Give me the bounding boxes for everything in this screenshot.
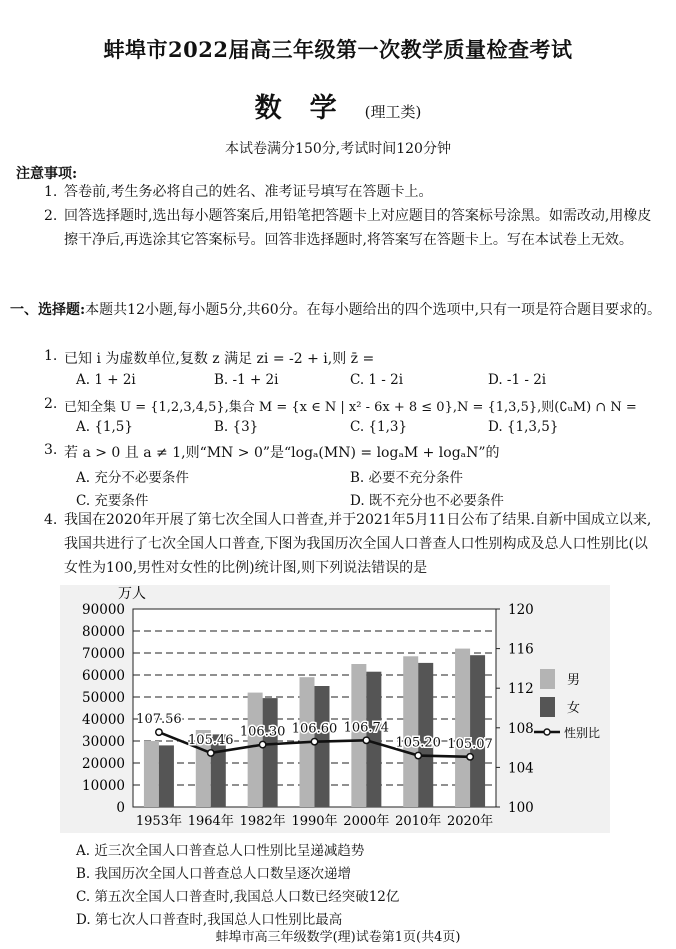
exam-info: 本试卷满分150分,考试时间120分钟 — [225, 141, 451, 157]
bar-male — [403, 656, 418, 807]
x-tick-label: 1953年 — [135, 814, 182, 829]
subject-heading — [0, 86, 676, 125]
y-tick-label: 20000 — [82, 756, 125, 772]
option-a: A. 1 + 2i — [76, 372, 136, 388]
y-tick-label: 50000 — [82, 690, 125, 706]
option-a: A. 充分不必要条件 — [76, 470, 189, 486]
y2-tick-label: 108 — [508, 720, 534, 737]
option-d: D. 既不充分也不必要条件 — [350, 493, 504, 509]
ratio-data-label: 106.30 — [239, 724, 286, 740]
y2-tick-label: 112 — [508, 681, 534, 698]
y2-tick-label: 104 — [508, 760, 534, 777]
ratio-data-label: 105.07 — [447, 736, 493, 752]
ratio-point — [363, 737, 369, 743]
option-b: B. 我国历次全国人口普查总人口数呈逐次递增 — [76, 866, 352, 882]
ratio-data-label: 107.56 — [136, 712, 182, 728]
x-tick-label: 1990年 — [291, 814, 338, 829]
y-tick-label: 40000 — [82, 712, 125, 728]
y-tick-label: 90000 — [82, 602, 125, 618]
ratio-data-label: 106.74 — [343, 720, 390, 736]
ratio-point — [259, 741, 265, 747]
subject-name: 数学 — [254, 93, 365, 124]
bar-male — [351, 664, 366, 807]
option-b: B. -1 + 2i — [214, 372, 279, 388]
ratio-point — [311, 738, 317, 744]
y2-tick-label: 120 — [508, 602, 534, 618]
question-stem: 已知全集 U = {1,2,3,4,5},集合 M = {x ∈ N | x² - 6x + 8 ≤ 0},N = {1,3,5},则(∁ᵤM) ∩ N = — [64, 400, 637, 415]
x-tick-label: 2020年 — [447, 814, 494, 829]
paper-title: 蚌埠市2022届高三年级第一次教学质量检查考试 — [103, 37, 573, 62]
bar-male — [248, 693, 263, 807]
option-a: A. {1,5} — [76, 419, 133, 435]
question-number: 4. — [44, 512, 58, 528]
section-intro — [10, 298, 664, 322]
x-tick-label: 2000年 — [343, 814, 390, 829]
option-d: D. -1 - 2i — [488, 372, 547, 388]
legend-label-ratio: 性别比 — [564, 726, 601, 740]
ratio-data-label: 106.60 — [291, 721, 338, 737]
option-c: C. 1 - 2i — [350, 372, 404, 388]
x-tick-label: 1982年 — [239, 814, 286, 829]
option-a: A. 近三次全国人口普查总人口性别比呈递减趋势 — [76, 843, 365, 859]
bar-female — [470, 655, 485, 807]
question-stem: 若 a > 0 且 a ≠ 1,则“MN > 0”是“logₐ(MN) = logₐM + logₐN”的 — [64, 445, 500, 461]
option-c: C. 充要条件 — [76, 493, 149, 509]
option-c: C. 第五次全国人口普查时,我国总人口数已经突破12亿 — [76, 889, 400, 905]
bar-male — [144, 741, 159, 807]
option-d: D. {1,3,5} — [488, 419, 559, 435]
question-number: 1. — [44, 348, 58, 364]
ratio-point — [156, 729, 162, 735]
y2-tick-label: 100 — [508, 800, 534, 816]
question-number: 3. — [44, 442, 58, 458]
bar-female — [263, 698, 278, 807]
notice-item-number: 1. — [44, 184, 58, 200]
ratio-data-label: 105.46 — [188, 732, 234, 748]
y-tick-label: 70000 — [82, 646, 125, 662]
page-footer: 蚌埠市高三年级数学(理)试卷第1页(共4页) — [215, 930, 461, 945]
y-tick-label: 0 — [116, 800, 125, 816]
x-tick-label: 2010年 — [395, 814, 442, 829]
bar-male — [455, 649, 470, 807]
legend-point-ratio — [544, 729, 550, 735]
y-tick-label: 30000 — [82, 734, 125, 750]
y-tick-label: 80000 — [82, 624, 125, 640]
legend-label-male: 男 — [567, 673, 581, 688]
option-d: D. 第七次人口普查时,我国总人口性别比最高 — [76, 912, 343, 928]
bar-female — [159, 745, 174, 807]
legend-swatch-male — [540, 669, 555, 689]
y2-tick-label: 116 — [508, 641, 534, 658]
legend-label-female: 女 — [567, 701, 581, 716]
ratio-point — [208, 750, 214, 756]
option-b: B. {3} — [214, 419, 259, 435]
notice-item-text: 答卷前,考生务必将自己的姓名、准考证号填写在答题卡上。 — [64, 184, 433, 200]
question-stem: 已知 i 为虚数单位,复数 z 满足 zi = -2 + i,则 z̄ = — [64, 351, 375, 367]
option-c: C. {1,3} — [350, 419, 408, 435]
legend-swatch-female — [540, 697, 555, 717]
notice-item-number: 2. — [44, 208, 58, 224]
option-b: B. 必要不充分条件 — [350, 470, 464, 486]
ratio-point — [467, 754, 473, 760]
bar-female — [315, 686, 330, 807]
ratio-point — [415, 752, 421, 758]
y-axis-label: 万人 — [118, 586, 146, 602]
population-chart — [60, 585, 610, 833]
section-instructions: 本题共12小题,每小题5分,共60分。在每小题给出的四个选项中,只有一项是符合题目要求的。 — [85, 302, 662, 318]
notice-heading: 注意事项: — [16, 166, 78, 182]
notice-item-text: 回答选择题时,选出每小题答案后,用铅笔把答题卡上对应题目的答案标号涂黑。如需改动,用橡皮擦干净后,再选涂其它答案标号。回答非选择题时,将答案写在答题卡上。写在本试卷上无效。 — [64, 208, 652, 248]
section-heading: 一、选择题: — [10, 302, 86, 318]
question-number: 2. — [44, 396, 58, 412]
y-tick-label: 60000 — [82, 668, 125, 684]
ratio-data-label: 105.20 — [395, 735, 441, 751]
subject-note: (理工类) — [364, 103, 422, 121]
x-tick-label: 1964年 — [187, 814, 234, 829]
question-stem: 我国在2020年开展了第七次全国人口普查,并于2021年5月11日公布了结果.自新中国成立以来,我国共进行了七次全国人口普查,下图为我国历次全国人口普查人口性别构成及总人口性别比(以女性为100,男性对女性的比例)统计图,则下列说法错误的是 — [64, 512, 652, 576]
y-tick-label: 10000 — [82, 778, 125, 794]
